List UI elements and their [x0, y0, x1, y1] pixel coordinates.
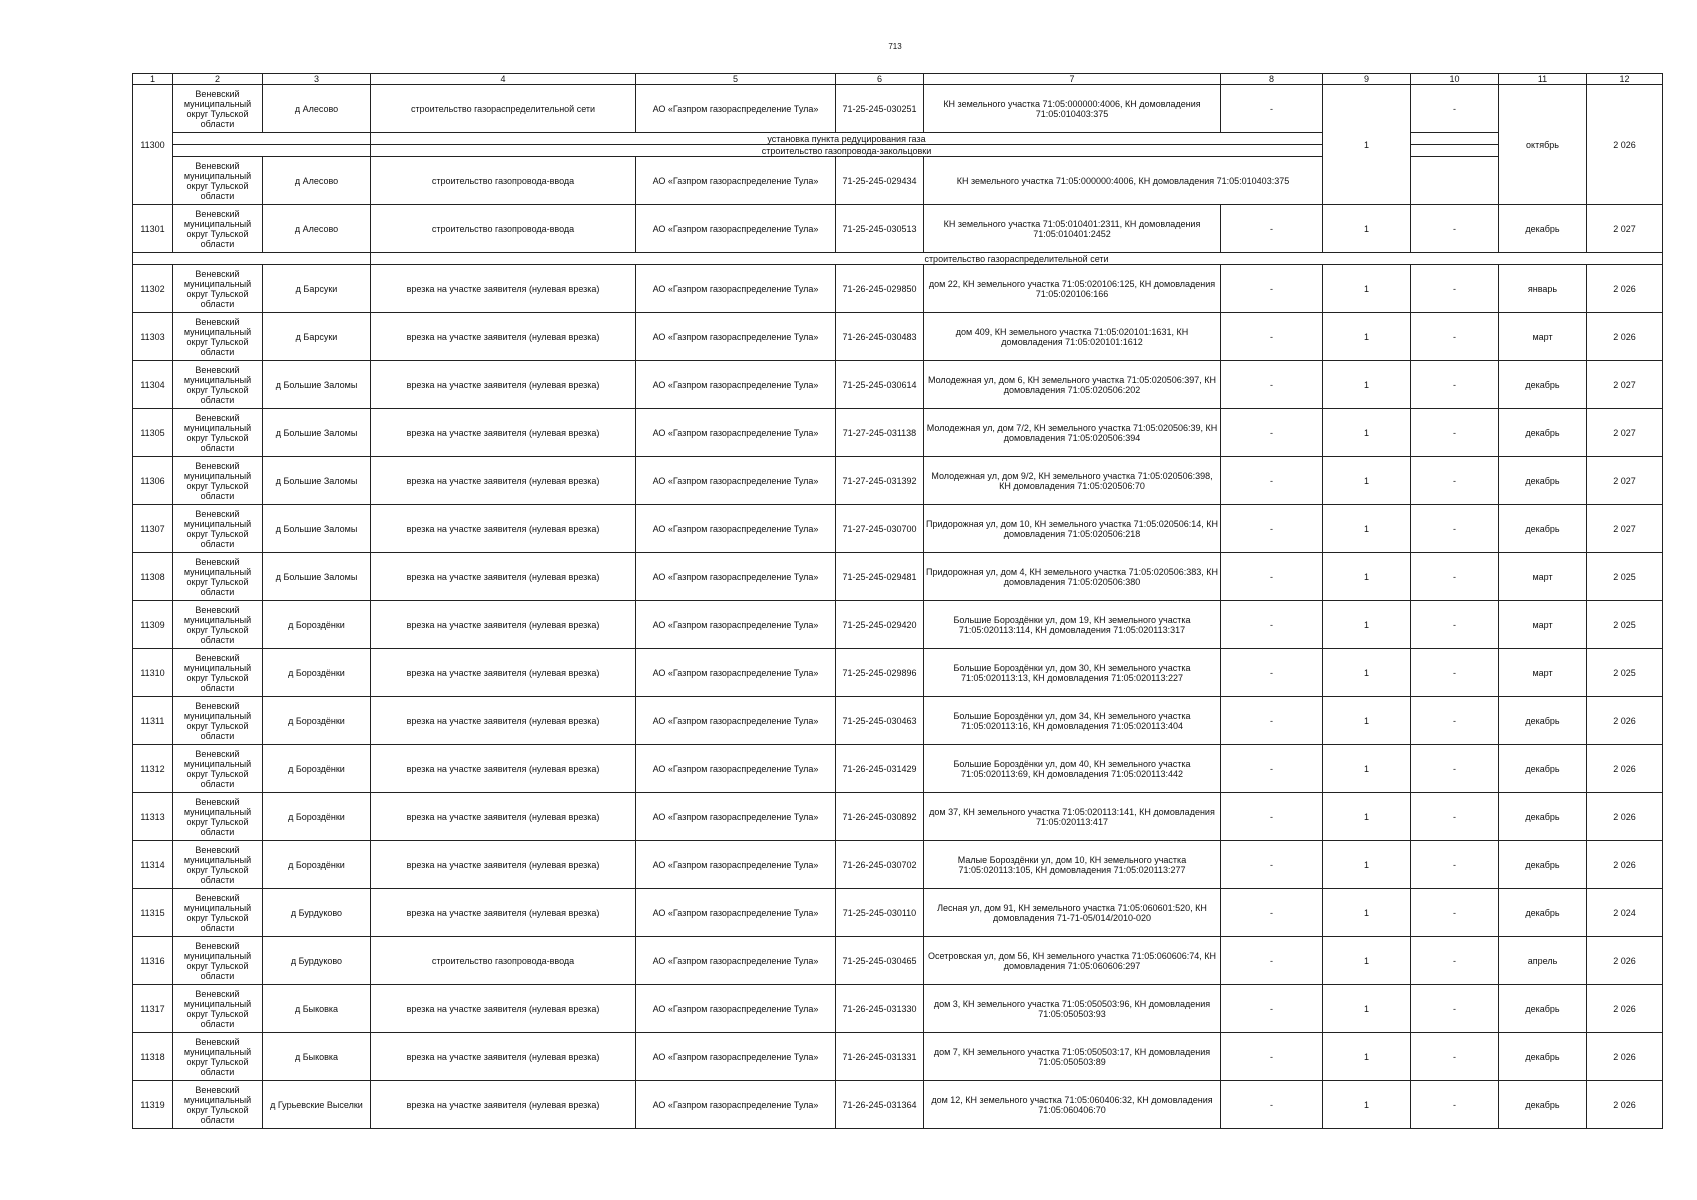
separator-row: [133, 253, 1663, 265]
table-row: [133, 937, 1663, 985]
organization-cell: АО «Газпром газораспределение Тула»: [636, 205, 836, 253]
col10-cell: -: [1411, 361, 1499, 409]
page-number: 713: [888, 42, 902, 51]
address-cell: Лесная ул, дом 91, КН земельного участка 71:05:060601:520, КН домовладения 71-71-05/014/2010-020: [924, 889, 1221, 937]
settlement-cell: д Быковка: [263, 985, 371, 1033]
address-cell: Придорожная ул, дом 4, КН земельного участка 71:05:020506:383, КН домовладения 71:05:020506:380: [924, 553, 1221, 601]
address-cell: Молодежная ул, дом 6, КН земельного участка 71:05:020506:397, КН домовладения 71:05:020506:202: [924, 361, 1221, 409]
quantity-cell: 1: [1323, 649, 1411, 697]
table-row: [133, 745, 1663, 793]
quantity-cell: 1: [1323, 601, 1411, 649]
settlement-cell: д Бороздёнки: [263, 649, 371, 697]
work-type-cell: врезка на участке заявителя (нулевая врезка): [371, 1081, 636, 1129]
empty-cell: [133, 253, 371, 265]
municipality-cell: Веневский муниципальный округ Тульской области: [173, 697, 263, 745]
quantity-cell: 1: [1323, 205, 1411, 253]
work-type-cell: врезка на участке заявителя (нулевая врезка): [371, 409, 636, 457]
quantity-cell: 1: [1323, 313, 1411, 361]
municipality-cell: Веневский муниципальный округ Тульской области: [173, 553, 263, 601]
organization-cell: АО «Газпром газораспределение Тула»: [636, 409, 836, 457]
column-number: 11: [1499, 74, 1587, 85]
col8-cell: -: [1221, 697, 1323, 745]
municipality-cell: Веневский муниципальный округ Тульской области: [173, 601, 263, 649]
settlement-cell: д Бороздёнки: [263, 745, 371, 793]
settlement-cell: д Бороздёнки: [263, 793, 371, 841]
quantity-cell: 1: [1323, 265, 1411, 313]
organization-cell: АО «Газпром газораспределение Тула»: [636, 841, 836, 889]
settlement-cell: д Бороздёнки: [263, 697, 371, 745]
cadastral-cell: 71-25-245-030465: [836, 937, 924, 985]
year-cell: 2 027: [1587, 457, 1663, 505]
row-id: 11301: [133, 205, 173, 253]
table-row: [133, 793, 1663, 841]
settlement-cell: д Алесово: [263, 157, 371, 205]
col10-cell: -: [1411, 457, 1499, 505]
address-cell: дом 3, КН земельного участка 71:05:050503:96, КН домовладения 71:05:050503:93: [924, 985, 1221, 1033]
row-id: 11309: [133, 601, 173, 649]
organization-cell: АО «Газпром газораспределение Тула»: [636, 937, 836, 985]
empty-cell: [1411, 133, 1499, 145]
table-row: [133, 889, 1663, 937]
month-cell: декабрь: [1499, 505, 1587, 553]
quantity-cell: 1: [1323, 937, 1411, 985]
month-cell: декабрь: [1499, 745, 1587, 793]
work-type-cell: врезка на участке заявителя (нулевая врезка): [371, 841, 636, 889]
col10-cell: -: [1411, 205, 1499, 253]
row-id: 11307: [133, 505, 173, 553]
note-row: [133, 145, 1663, 157]
table-row: [133, 505, 1663, 553]
organization-cell: АО «Газпром газораспределение Тула»: [636, 649, 836, 697]
organization-cell: АО «Газпром газораспределение Тула»: [636, 1081, 836, 1129]
work-type-cell: врезка на участке заявителя (нулевая врезка): [371, 697, 636, 745]
col8-cell: -: [1221, 313, 1323, 361]
month-cell: апрель: [1499, 937, 1587, 985]
col10-cell: -: [1411, 85, 1499, 133]
municipality-cell: Веневский муниципальный округ Тульской области: [173, 1081, 263, 1129]
col8-cell: -: [1221, 889, 1323, 937]
year-cell: 2 026: [1587, 841, 1663, 889]
column-number: 1: [133, 74, 173, 85]
row-id: 11310: [133, 649, 173, 697]
cadastral-cell: 71-26-245-031330: [836, 985, 924, 1033]
municipality-cell: Веневский муниципальный округ Тульской области: [173, 361, 263, 409]
municipality-cell: Веневский муниципальный округ Тульской области: [173, 265, 263, 313]
row-id: 11317: [133, 985, 173, 1033]
year-cell: 2 027: [1587, 205, 1663, 253]
col10-cell: -: [1411, 697, 1499, 745]
cadastral-cell: 71-25-245-030513: [836, 205, 924, 253]
address-cell: дом 37, КН земельного участка 71:05:020113:141, КН домовладения 71:05:020113:417: [924, 793, 1221, 841]
municipality-cell: Веневский муниципальный округ Тульской области: [173, 457, 263, 505]
cadastral-cell: 71-25-245-029420: [836, 601, 924, 649]
organization-cell: АО «Газпром газораспределение Тула»: [636, 745, 836, 793]
address-cell: дом 12, КН земельного участка 71:05:060406:32, КН домовладения 71:05:060406:70: [924, 1081, 1221, 1129]
municipality-cell: Веневский муниципальный округ Тульской области: [173, 313, 263, 361]
col8-cell: -: [1221, 601, 1323, 649]
year-cell: 2 026: [1587, 793, 1663, 841]
note-cell: строительство газораспределительной сети: [371, 253, 1663, 265]
month-cell: декабрь: [1499, 1033, 1587, 1081]
organization-cell: АО «Газпром газораспределение Тула»: [636, 553, 836, 601]
col8-cell: -: [1221, 649, 1323, 697]
col10-cell: -: [1411, 1033, 1499, 1081]
month-cell: декабрь: [1499, 841, 1587, 889]
work-type-cell: врезка на участке заявителя (нулевая врезка): [371, 1033, 636, 1081]
table-row: [133, 1033, 1663, 1081]
row-id: 11308: [133, 553, 173, 601]
col8-cell: -: [1221, 85, 1323, 133]
work-type-cell: врезка на участке заявителя (нулевая врезка): [371, 985, 636, 1033]
year-cell: 2 026: [1587, 697, 1663, 745]
quantity-cell: 1: [1323, 745, 1411, 793]
col8-cell: -: [1221, 553, 1323, 601]
col10-cell: -: [1411, 1081, 1499, 1129]
month-cell: декабрь: [1499, 361, 1587, 409]
year-cell: 2 025: [1587, 649, 1663, 697]
empty-cell: [173, 145, 371, 157]
municipality-cell: Веневский муниципальный округ Тульской области: [173, 793, 263, 841]
month-cell: март: [1499, 649, 1587, 697]
work-type-cell: врезка на участке заявителя (нулевая врезка): [371, 361, 636, 409]
cadastral-cell: 71-25-245-029434: [836, 157, 924, 205]
work-type-cell: врезка на участке заявителя (нулевая врезка): [371, 265, 636, 313]
year-cell: 2 025: [1587, 553, 1663, 601]
cadastral-cell: 71-26-245-031331: [836, 1033, 924, 1081]
row-id: 11319: [133, 1081, 173, 1129]
settlement-cell: д Большие Заломы: [263, 361, 371, 409]
column-number: 12: [1587, 74, 1663, 85]
row-id: 11311: [133, 697, 173, 745]
settlement-cell: д Барсуки: [263, 313, 371, 361]
municipality-cell: Веневский муниципальный округ Тульской области: [173, 85, 263, 133]
table-row: [133, 409, 1663, 457]
column-number: 10: [1411, 74, 1499, 85]
register-table: [132, 73, 1663, 1129]
year-cell: 2 026: [1587, 1033, 1663, 1081]
col8-cell: -: [1221, 985, 1323, 1033]
col10-cell: -: [1411, 553, 1499, 601]
year-cell: 2 026: [1587, 85, 1663, 205]
work-type-cell: строительство газопровода-ввода: [371, 937, 636, 985]
col8-cell: -: [1221, 265, 1323, 313]
settlement-cell: д Алесово: [263, 205, 371, 253]
row-id: 11306: [133, 457, 173, 505]
organization-cell: АО «Газпром газораспределение Тула»: [636, 85, 836, 133]
month-cell: март: [1499, 553, 1587, 601]
settlement-cell: д Бурдуково: [263, 889, 371, 937]
month-cell: октябрь: [1499, 85, 1587, 205]
column-number-row: [133, 74, 1663, 85]
municipality-cell: Веневский муниципальный округ Тульской области: [173, 409, 263, 457]
row-id: 11312: [133, 745, 173, 793]
settlement-cell: д Гурьевские Выселки: [263, 1081, 371, 1129]
col8-cell: -: [1221, 745, 1323, 793]
table-row: [133, 601, 1663, 649]
work-type-cell: врезка на участке заявителя (нулевая врезка): [371, 745, 636, 793]
col8-cell: -: [1221, 409, 1323, 457]
municipality-cell: Веневский муниципальный округ Тульской области: [173, 1033, 263, 1081]
municipality-cell: Веневский муниципальный округ Тульской области: [173, 889, 263, 937]
quantity-cell: 1: [1323, 553, 1411, 601]
table-row: [133, 1081, 1663, 1129]
municipality-cell: Веневский муниципальный округ Тульской области: [173, 937, 263, 985]
cadastral-cell: 71-27-245-030700: [836, 505, 924, 553]
note-row: [133, 133, 1663, 145]
quantity-cell: 1: [1323, 85, 1411, 205]
year-cell: 2 026: [1587, 745, 1663, 793]
month-cell: декабрь: [1499, 205, 1587, 253]
quantity-cell: 1: [1323, 841, 1411, 889]
municipality-cell: Веневский муниципальный округ Тульской области: [173, 985, 263, 1033]
cadastral-cell: 71-25-245-030614: [836, 361, 924, 409]
cadastral-cell: 71-26-245-029850: [836, 265, 924, 313]
column-number: 3: [263, 74, 371, 85]
work-type-cell: врезка на участке заявителя (нулевая врезка): [371, 889, 636, 937]
table-row: [133, 313, 1663, 361]
year-cell: 2 026: [1587, 313, 1663, 361]
month-cell: март: [1499, 313, 1587, 361]
settlement-cell: д Алесово: [263, 85, 371, 133]
address-cell: Молодежная ул, дом 9/2, КН земельного участка 71:05:020506:398, КН домовладения 71:05:020506:70: [924, 457, 1221, 505]
work-type-cell: строительство газопровода-ввода: [371, 157, 636, 205]
quantity-cell: 1: [1323, 361, 1411, 409]
row-id: 11318: [133, 1033, 173, 1081]
col8-cell: -: [1221, 505, 1323, 553]
address-cell: дом 409, КН земельного участка 71:05:020101:1631, КН домовладения 71:05:020101:1612: [924, 313, 1221, 361]
municipality-cell: Веневский муниципальный округ Тульской области: [173, 205, 263, 253]
settlement-cell: д Большие Заломы: [263, 457, 371, 505]
work-type-cell: строительство газопровода-ввода: [371, 205, 636, 253]
month-cell: март: [1499, 601, 1587, 649]
month-cell: декабрь: [1499, 1081, 1587, 1129]
address-cell: КН земельного участка 71:05:000000:4006, КН домовладения 71:05:010403:375: [924, 157, 1323, 205]
row-id: 11305: [133, 409, 173, 457]
cadastral-cell: 71-26-245-031429: [836, 745, 924, 793]
municipality-cell: Веневский муниципальный округ Тульской области: [173, 505, 263, 553]
work-type-cell: врезка на участке заявителя (нулевая врезка): [371, 553, 636, 601]
quantity-cell: 1: [1323, 1081, 1411, 1129]
column-number: 8: [1221, 74, 1323, 85]
year-cell: 2 024: [1587, 889, 1663, 937]
month-cell: декабрь: [1499, 457, 1587, 505]
address-cell: Малые Бороздёнки ул, дом 10, КН земельного участка 71:05:020113:105, КН домовладения 71:05:020113:277: [924, 841, 1221, 889]
address-cell: дом 7, КН земельного участка 71:05:050503:17, КН домовладения 71:05:050503:89: [924, 1033, 1221, 1081]
column-number: 4: [371, 74, 636, 85]
organization-cell: АО «Газпром газораспределение Тула»: [636, 313, 836, 361]
organization-cell: АО «Газпром газораспределение Тула»: [636, 1033, 836, 1081]
empty-cell: [1411, 145, 1499, 157]
col10-cell: -: [1411, 937, 1499, 985]
col10-cell: -: [1411, 793, 1499, 841]
cadastral-cell: 71-25-245-030463: [836, 697, 924, 745]
cadastral-cell: 71-25-245-029481: [836, 553, 924, 601]
organization-cell: АО «Газпром газораспределение Тула»: [636, 265, 836, 313]
year-cell: 2 026: [1587, 265, 1663, 313]
work-type-cell: врезка на участке заявителя (нулевая врезка): [371, 793, 636, 841]
note-cell: строительство газопровода-закольцовки: [371, 145, 1323, 157]
column-number: 2: [173, 74, 263, 85]
organization-cell: АО «Газпром газораспределение Тула»: [636, 697, 836, 745]
cadastral-cell: 71-26-245-030702: [836, 841, 924, 889]
col10-cell: -: [1411, 889, 1499, 937]
table-row: [133, 85, 1663, 133]
row-id: 11302: [133, 265, 173, 313]
month-cell: декабрь: [1499, 985, 1587, 1033]
organization-cell: АО «Газпром газораспределение Тула»: [636, 457, 836, 505]
col10-cell: -: [1411, 985, 1499, 1033]
table-row: [133, 157, 1663, 205]
row-id: 11314: [133, 841, 173, 889]
address-cell: Большие Бороздёнки ул, дом 34, КН земельного участка 71:05:020113:16, КН домовладения 71:05:020113:404: [924, 697, 1221, 745]
quantity-cell: 1: [1323, 697, 1411, 745]
table-row: [133, 553, 1663, 601]
table-row: [133, 361, 1663, 409]
col10-cell: -: [1411, 409, 1499, 457]
col8-cell: -: [1221, 937, 1323, 985]
month-cell: декабрь: [1499, 697, 1587, 745]
quantity-cell: 1: [1323, 1033, 1411, 1081]
column-number: 7: [924, 74, 1221, 85]
empty-cell: [1411, 157, 1499, 205]
col8-cell: -: [1221, 205, 1323, 253]
row-id: 11300: [133, 85, 173, 205]
organization-cell: АО «Газпром газораспределение Тула»: [636, 985, 836, 1033]
year-cell: 2 027: [1587, 361, 1663, 409]
row-id: 11313: [133, 793, 173, 841]
month-cell: декабрь: [1499, 409, 1587, 457]
address-cell: Осетровская ул, дом 56, КН земельного участка 71:05:060606:74, КН домовладения 71:05:060606:297: [924, 937, 1221, 985]
work-type-cell: врезка на участке заявителя (нулевая врезка): [371, 313, 636, 361]
settlement-cell: д Быковка: [263, 1033, 371, 1081]
quantity-cell: 1: [1323, 505, 1411, 553]
col8-cell: -: [1221, 457, 1323, 505]
municipality-cell: Веневский муниципальный округ Тульской области: [173, 649, 263, 697]
organization-cell: АО «Газпром газораспределение Тула»: [636, 505, 836, 553]
col8-cell: -: [1221, 793, 1323, 841]
month-cell: декабрь: [1499, 793, 1587, 841]
cadastral-cell: 71-25-245-030251: [836, 85, 924, 133]
organization-cell: АО «Газпром газораспределение Тула»: [636, 793, 836, 841]
quantity-cell: 1: [1323, 889, 1411, 937]
cadastral-cell: 71-26-245-031364: [836, 1081, 924, 1129]
col8-cell: -: [1221, 1081, 1323, 1129]
address-cell: дом 22, КН земельного участка 71:05:020106:125, КН домовладения 71:05:020106:166: [924, 265, 1221, 313]
municipality-cell: Веневский муниципальный округ Тульской области: [173, 745, 263, 793]
month-cell: декабрь: [1499, 889, 1587, 937]
address-cell: Большие Бороздёнки ул, дом 19, КН земельного участка 71:05:020113:114, КН домовладения 71:05:020113:317: [924, 601, 1221, 649]
quantity-cell: 1: [1323, 409, 1411, 457]
table-row: [133, 265, 1663, 313]
year-cell: 2 027: [1587, 409, 1663, 457]
cadastral-cell: 71-25-245-029896: [836, 649, 924, 697]
column-number: 9: [1323, 74, 1411, 85]
settlement-cell: д Барсуки: [263, 265, 371, 313]
address-cell: КН земельного участка 71:05:000000:4006, КН домовладения 71:05:010403:375: [924, 85, 1221, 133]
table-row: [133, 205, 1663, 253]
col10-cell: -: [1411, 601, 1499, 649]
row-id: 11303: [133, 313, 173, 361]
address-cell: КН земельного участка 71:05:010401:2311, КН домовладения 71:05:010401:2452: [924, 205, 1221, 253]
settlement-cell: д Большие Заломы: [263, 409, 371, 457]
row-id: 11304: [133, 361, 173, 409]
year-cell: 2 026: [1587, 985, 1663, 1033]
col10-cell: -: [1411, 745, 1499, 793]
col10-cell: -: [1411, 265, 1499, 313]
table-row: [133, 985, 1663, 1033]
quantity-cell: 1: [1323, 793, 1411, 841]
table-row: [133, 841, 1663, 889]
settlement-cell: д Бурдуково: [263, 937, 371, 985]
col8-cell: -: [1221, 1033, 1323, 1081]
cadastral-cell: 71-26-245-030892: [836, 793, 924, 841]
settlement-cell: д Бороздёнки: [263, 841, 371, 889]
organization-cell: АО «Газпром газораспределение Тула»: [636, 601, 836, 649]
note-cell: установка пункта редуцирования газа: [371, 133, 1323, 145]
organization-cell: АО «Газпром газораспределение Тула»: [636, 361, 836, 409]
year-cell: 2 025: [1587, 601, 1663, 649]
work-type-cell: врезка на участке заявителя (нулевая врезка): [371, 505, 636, 553]
col10-cell: -: [1411, 841, 1499, 889]
organization-cell: АО «Газпром газораспределение Тула»: [636, 889, 836, 937]
col8-cell: -: [1221, 841, 1323, 889]
work-type-cell: врезка на участке заявителя (нулевая врезка): [371, 601, 636, 649]
col8-cell: -: [1221, 361, 1323, 409]
col10-cell: -: [1411, 649, 1499, 697]
cadastral-cell: 71-27-245-031392: [836, 457, 924, 505]
address-cell: Большие Бороздёнки ул, дом 40, КН земельного участка 71:05:020113:69, КН домовладения 71:05:020113:442: [924, 745, 1221, 793]
address-cell: Молодежная ул, дом 7/2, КН земельного участка 71:05:020506:39, КН домовладения 71:05:020506:394: [924, 409, 1221, 457]
cadastral-cell: 71-26-245-030483: [836, 313, 924, 361]
work-type-cell: строительство газораспределительной сети: [371, 85, 636, 133]
row-id: 11315: [133, 889, 173, 937]
col10-cell: -: [1411, 313, 1499, 361]
table-row: [133, 697, 1663, 745]
column-number: 5: [636, 74, 836, 85]
municipality-cell: Веневский муниципальный округ Тульской области: [173, 157, 263, 205]
row-id: 11316: [133, 937, 173, 985]
year-cell: 2 026: [1587, 1081, 1663, 1129]
address-cell: Большие Бороздёнки ул, дом 30, КН земельного участка 71:05:020113:13, КН домовладения 71:05:020113:227: [924, 649, 1221, 697]
work-type-cell: врезка на участке заявителя (нулевая врезка): [371, 649, 636, 697]
cadastral-cell: 71-27-245-031138: [836, 409, 924, 457]
settlement-cell: д Бороздёнки: [263, 601, 371, 649]
empty-cell: [173, 133, 371, 145]
year-cell: 2 027: [1587, 505, 1663, 553]
settlement-cell: д Большие Заломы: [263, 505, 371, 553]
year-cell: 2 026: [1587, 937, 1663, 985]
month-cell: январь: [1499, 265, 1587, 313]
quantity-cell: 1: [1323, 457, 1411, 505]
table-row: [133, 649, 1663, 697]
cadastral-cell: 71-25-245-030110: [836, 889, 924, 937]
col10-cell: -: [1411, 505, 1499, 553]
quantity-cell: 1: [1323, 985, 1411, 1033]
table-row: [133, 457, 1663, 505]
municipality-cell: Веневский муниципальный округ Тульской области: [173, 841, 263, 889]
settlement-cell: д Большие Заломы: [263, 553, 371, 601]
column-number: 6: [836, 74, 924, 85]
work-type-cell: врезка на участке заявителя (нулевая врезка): [371, 457, 636, 505]
address-cell: Придорожная ул, дом 10, КН земельного участка 71:05:020506:14, КН домовладения 71:05:020506:218: [924, 505, 1221, 553]
organization-cell: АО «Газпром газораспределение Тула»: [636, 157, 836, 205]
